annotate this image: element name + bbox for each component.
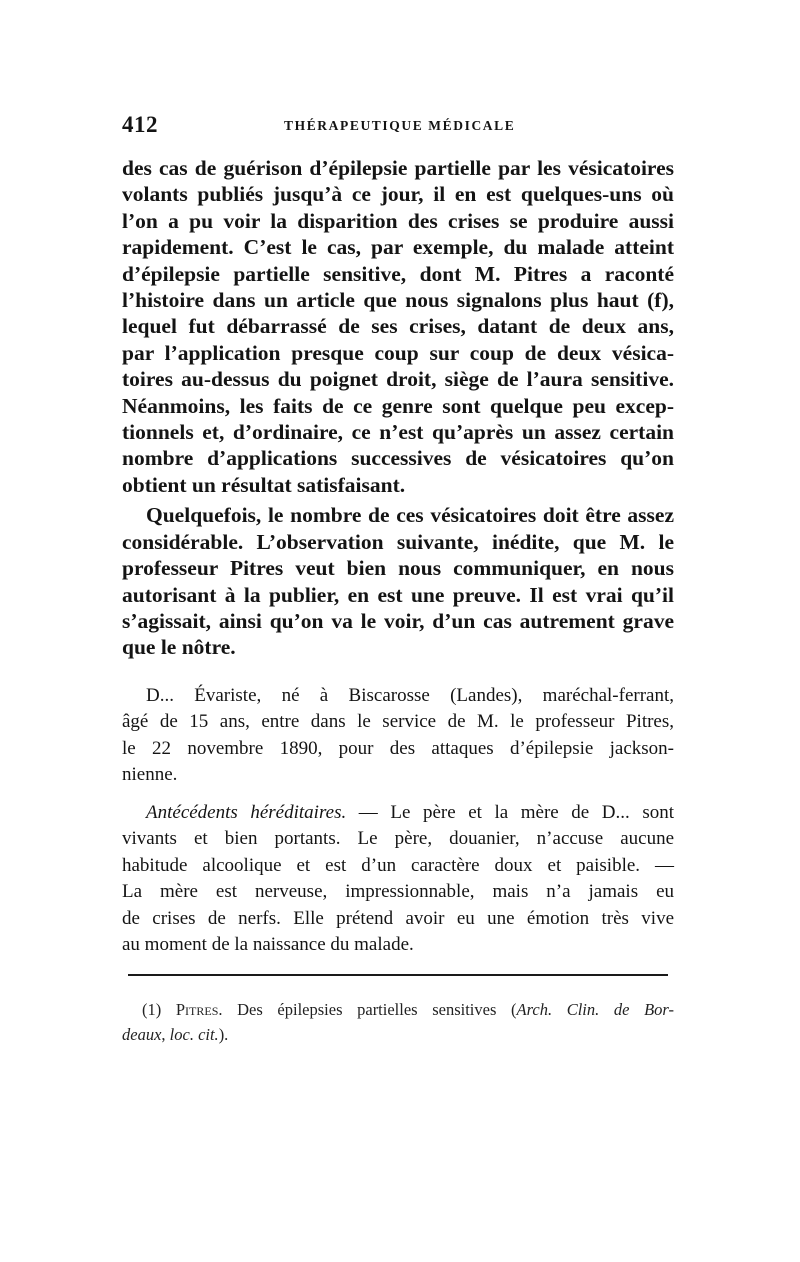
text-line: nienne.: [122, 764, 178, 786]
footnote-text: . Des épilepsies partielles sensitives (: [218, 1000, 517, 1019]
section-heading: Antécédents héréditaires.: [146, 802, 347, 823]
running-head: [122, 112, 674, 142]
footnote-journal-cont: deaux: [122, 1025, 162, 1044]
running-title: THÉRAPEUTIQUE MÉDICALE: [284, 118, 516, 133]
text-line: l’on a pu voir la disparition des crises se produire aussi: [122, 208, 674, 233]
text-line: rapidement. C’est le cas, par exemple, du malade atteint: [122, 235, 674, 260]
footnote-author: Pitres: [175, 1000, 219, 1019]
main-text: [122, 155, 674, 661]
observation-paragraph: [122, 683, 674, 789]
text-line: s’agissait, ainsi qu’on va le voir, d’un cas autrement grave: [122, 608, 674, 633]
page-number: 412: [122, 112, 158, 137]
text-line: La mère est nerveuse, impressionnable, mais n’a jamais eu: [122, 881, 674, 903]
text-line: de crises de nerfs. Elle prétend avoir eu une émotion très vive: [122, 907, 674, 929]
text-line: autorisant à la publier, en est une preuve. Il est vrai qu’il: [122, 582, 674, 607]
footnote-rule: [128, 974, 668, 976]
paragraph-2: [122, 502, 674, 660]
text-line: Néanmoins, les faits de ce genre sont quelque peu excep-: [122, 393, 674, 418]
text-line: le 22 novembre 1890, pour des attaques d’épilepsie jackson-: [122, 737, 674, 759]
text-line: nombre d’applications successives de vésicatoires qu’on: [122, 446, 674, 471]
text-line: considérable. L’observation suivante, inédite, que M. le: [122, 529, 674, 554]
text-line: toires au-dessus du poignet droit, siège de l’aura sensitive.: [122, 367, 674, 392]
text-line: que le nôtre.: [122, 635, 236, 660]
text-line: obtient un résultat satisfaisant.: [122, 472, 406, 497]
footnote-locus: loc. cit.: [169, 1025, 219, 1044]
text-run: — Le père et la mère de D... sont: [346, 802, 674, 823]
antecedents-paragraph: [122, 800, 674, 958]
text-line: âgé de 15 ans, entre dans le service de M. le professeur Pitres,: [122, 711, 674, 733]
text-line: au moment de la naissance du malade.: [122, 934, 414, 956]
paragraph-1: [122, 155, 674, 498]
footnote-journal: Arch. Clin. de Bor-: [516, 1000, 674, 1019]
text-line: habitude alcoolique et est d’un caractère doux et paisible. —: [122, 854, 674, 876]
text-line: volants publiés jusqu’à ce jour, il en est quelques-uns où: [122, 182, 674, 207]
footnote: [122, 997, 674, 1047]
text-line: D... Évariste, né à Biscarosse (Landes), maréchal-ferrant,: [146, 685, 674, 706]
text-line: vivants et bien portants. Le père, douanier, n’accuse aucune: [122, 828, 674, 850]
text-line: [122, 800, 674, 826]
text-line: par l’application presque coup sur coup de deux vésica-: [122, 340, 674, 365]
footnote-marker: (1): [142, 1000, 176, 1019]
footnote-text: ).: [218, 1025, 229, 1044]
text-line: des cas de guérison d’épilepsie partielle par les vésicatoires: [122, 156, 674, 180]
footnote-line: [122, 1022, 674, 1047]
footnote-line: [122, 997, 674, 1022]
text-line: tionnels et, d’ordinaire, ce n’est qu’après un assez certain: [122, 420, 674, 445]
text-line: l’histoire dans un article que nous signalons plus haut (f),: [122, 288, 674, 313]
text-line: d’épilepsie partielle sensitive, dont M. Pitres a raconté: [122, 261, 674, 286]
text-line: Quelquefois, le nombre de ces vésicatoires doit être assez: [146, 503, 674, 528]
footnote-text: ,: [161, 1025, 170, 1044]
text-line: professeur Pitres veut bien nous communiquer, en nous: [122, 556, 674, 581]
text-line: lequel fut débarrassé de ses crises, datant de deux ans,: [122, 314, 674, 339]
